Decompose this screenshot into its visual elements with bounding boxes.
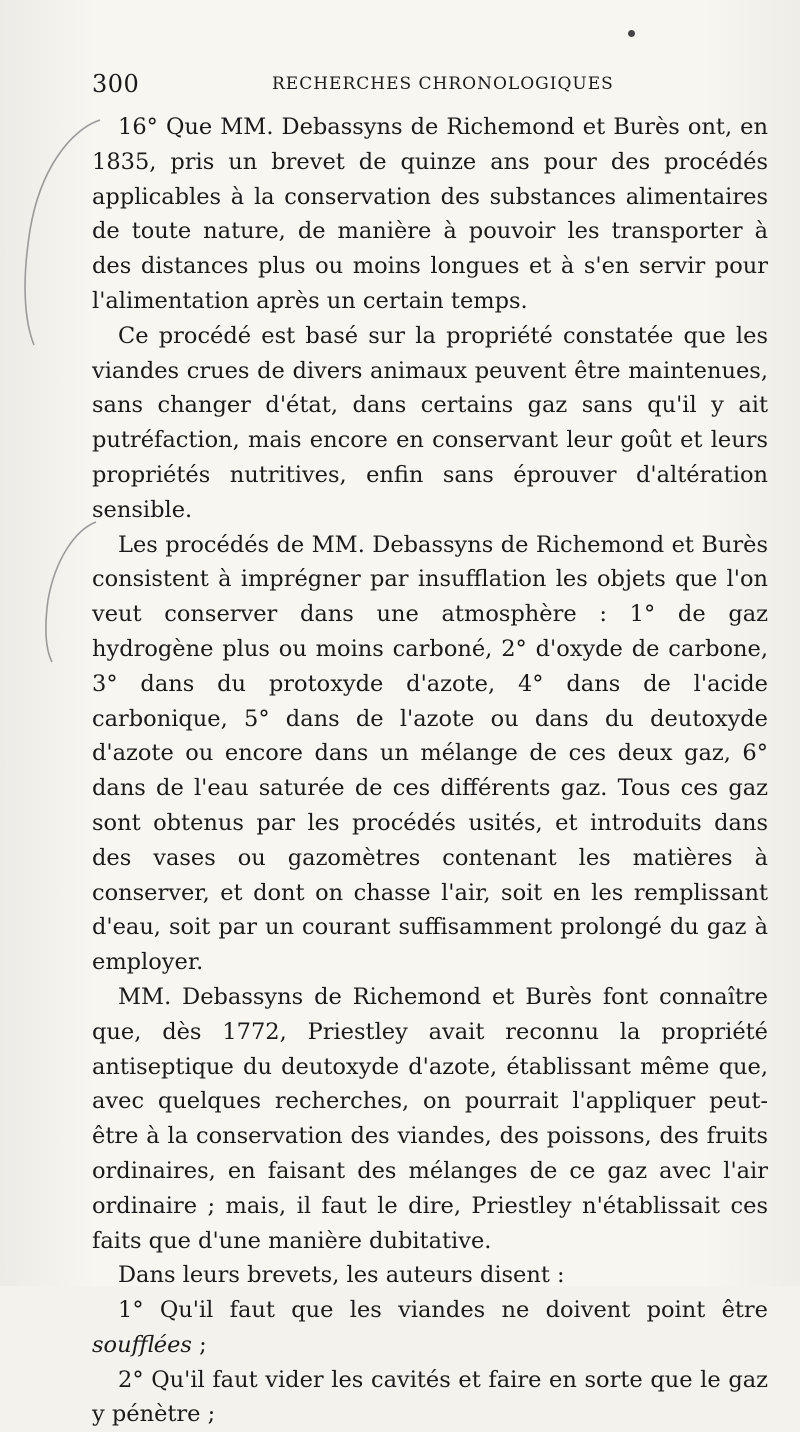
paragraph-3: Les procédés de MM. Debassyns de Richemond et Burès consistent à imprégner par insufflation les objets que l'on veut conserver dans une atmosphère : 1° de gaz hydrogène plus ou moins carboné, 2° d'oxyde de carbone, 3° dans du protoxyde d'azote, 4° dans de l'acide carbonique, 5° dans de l'azote ou dans du deutoxyde d'azote ou encore dans un mélange de ces deux gaz, 6° dans de l'eau saturée de ces différents gaz. Tous ces gaz sont obtenus par les procédés usités, et introduits dans des vases ou gazomètres contenant les matières à conserver, et dont on chasse l'air, soit en les remplissant d'eau, soit par un courant suffisamment prolongé du gaz à employer. bbox=[92, 531, 768, 976]
body-text bbox=[92, 110, 768, 1432]
paragraph-6-italic: soufflées bbox=[92, 1331, 192, 1358]
ink-speck bbox=[628, 30, 635, 37]
page-header bbox=[92, 70, 768, 102]
page-number: 300 bbox=[92, 70, 140, 98]
paragraph-5: Dans leurs brevets, les auteurs disent : bbox=[118, 1262, 565, 1289]
paragraph-1: 16° Que MM. Debassyns de Richemond et Burès ont, en 1835, pris un brevet de quinze ans pour des procédés applicables à la conservation des substances alimentaires de toute nature, de manière à pouvoir les transporter à des distances plus ou moins longues et à s'en servir pour l'alimentation après un certain temps. bbox=[92, 114, 768, 314]
paragraph-7: 2° Qu'il faut vider les cavités et faire en sorte que le gaz y pénètre ; bbox=[92, 1366, 768, 1428]
paragraph-2: Ce procédé est basé sur la propriété constatée que les viandes crues de divers animaux peuvent être maintenues, sans changer d'état, dans certains gaz sans qu'il y ait putréfaction, mais encore en conservant leur goût et leurs propriétés nutritives, enfin sans éprouver d'altération sensible. bbox=[92, 322, 768, 523]
running-title: RECHERCHES CHRONOLOGIQUES bbox=[272, 74, 614, 94]
paragraph-4: MM. Debassyns de Richemond et Burès font connaître que, dès 1772, Priestley avait reconnu la propriété antiseptique du deutoxyde d'azote, établissant même que, avec quelques recherches, on pourrait l'appliquer peut-être à la conservation des viandes, des poissons, des fruits ordinaires, en faisant des mélanges de ce gaz avec l'air ordinaire ; mais, il faut le dire, Priestley n'établissait ces faits que d'une manière dubitative. bbox=[92, 983, 768, 1254]
paragraph-6-end: ; bbox=[191, 1331, 207, 1358]
paragraph-6-text: 1° Qu'il faut que les viandes ne doivent point être bbox=[118, 1297, 768, 1324]
paragraph-6 bbox=[92, 1293, 768, 1363]
